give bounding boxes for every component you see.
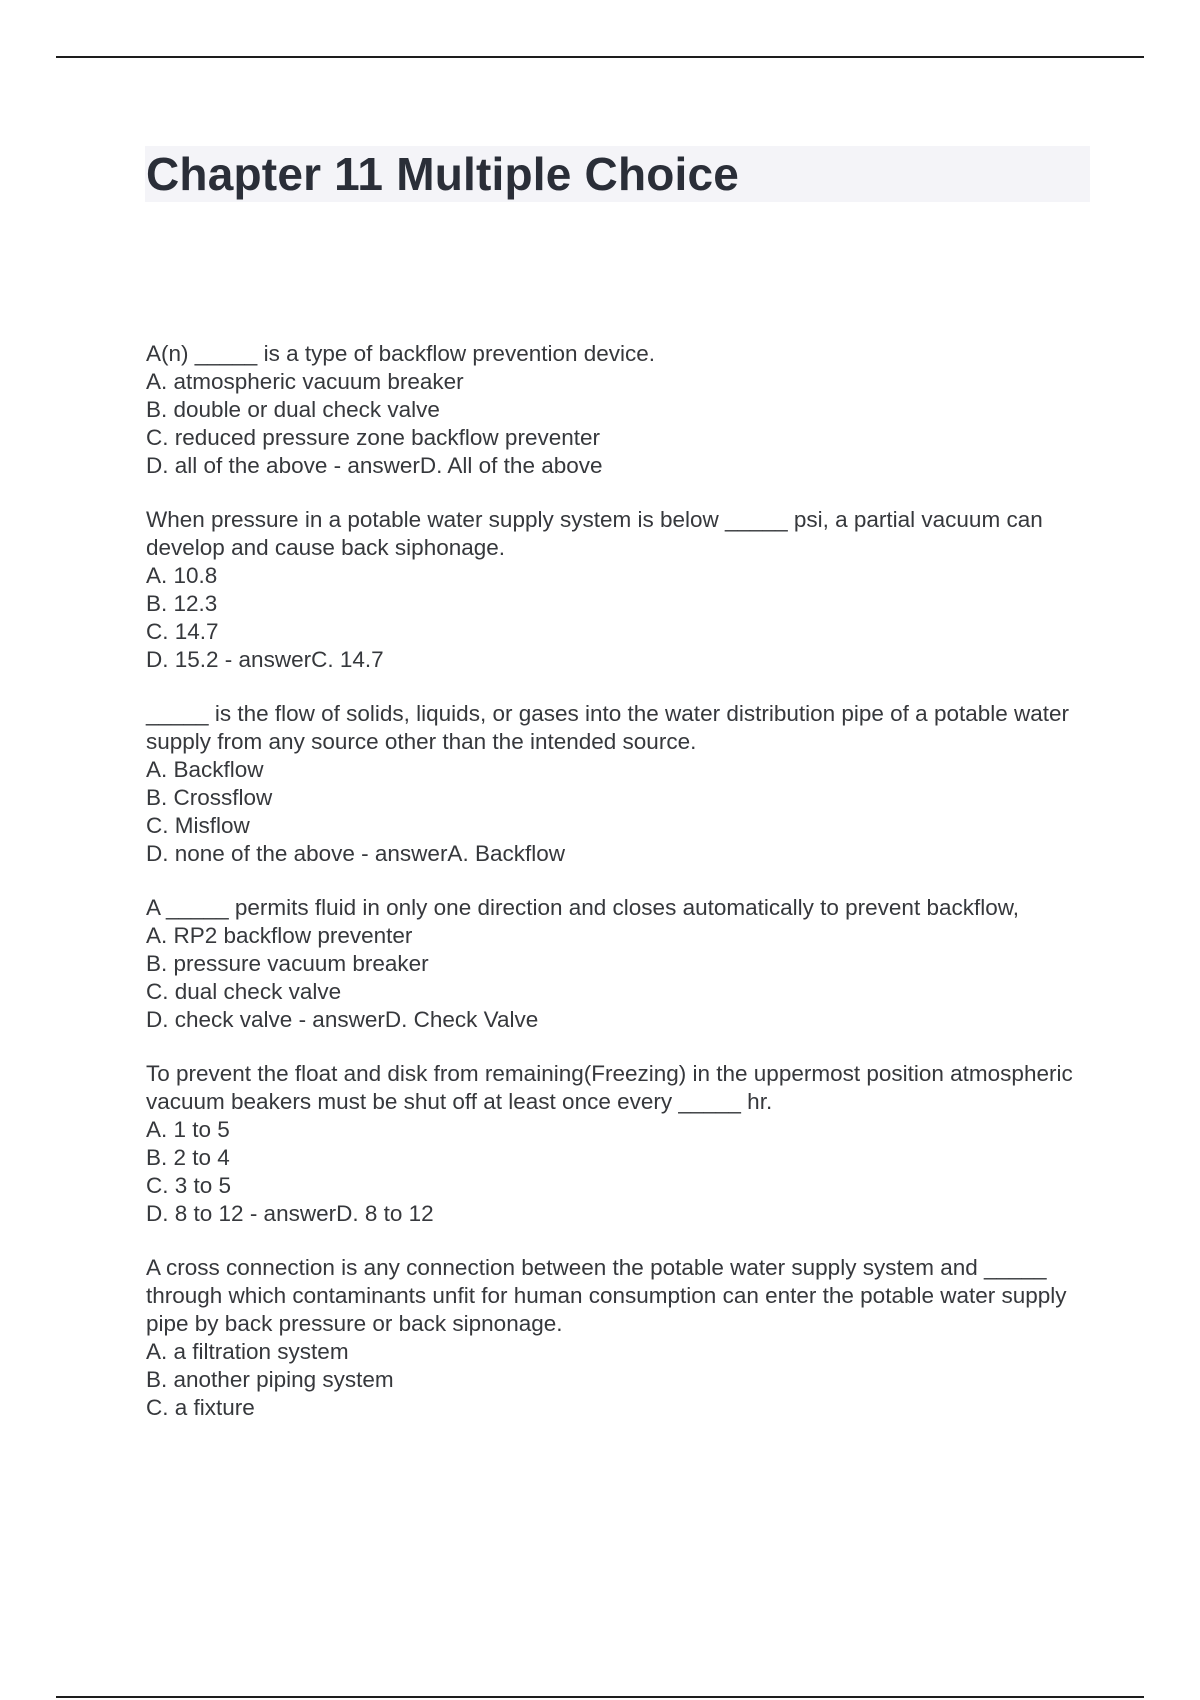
option-d-with-answer (146, 840, 1106, 868)
option-d: D. none of the above (146, 841, 355, 866)
option-c: C. reduced pressure zone backflow preventer (146, 425, 600, 450)
question-text: A cross connection is any connection between the potable water supply system and _____ through which contaminants unfit for human consumption can enter the potable water supply pipe by back pressure or back sipnonage. (146, 1255, 1067, 1336)
question-3 (146, 700, 1106, 868)
question-text: To prevent the float and disk from remaining(Freezing) in the uppermost position atmospheric vacuum beakers must be shut off at least once every _____ hr. (146, 1061, 1073, 1114)
option-b: B. double or dual check valve (146, 397, 440, 422)
option-a: A. 1 to 5 (146, 1117, 230, 1142)
option-c: C. dual check valve (146, 979, 342, 1004)
option-d: D. 15.2 (146, 647, 219, 672)
option-b: B. pressure vacuum breaker (146, 951, 429, 976)
option-a: A. Backflow (146, 757, 264, 782)
question-text: When pressure in a potable water supply system is below _____ psi, a partial vacuum can develop and cause back siphonage. (146, 507, 1043, 560)
option-c: C. a fixture (146, 1395, 255, 1420)
question-list (146, 340, 1106, 1448)
option-c: C. 14.7 (146, 619, 219, 644)
option-d-with-answer (146, 452, 1106, 480)
question-1 (146, 340, 1106, 480)
option-c: C. Misflow (146, 813, 250, 838)
option-b: B. 2 to 4 (146, 1145, 230, 1170)
question-6 (146, 1254, 1106, 1422)
option-a: A. a filtration system (146, 1339, 349, 1364)
option-d-with-answer (146, 1006, 1106, 1034)
question-text: A(n) _____ is a type of backflow prevention device. (146, 341, 656, 366)
option-d: D. 8 to 12 (146, 1201, 244, 1226)
question-text: A _____ permits fluid in only one direction and closes automatically to prevent backflow, (146, 895, 1019, 920)
option-d-with-answer (146, 1200, 1106, 1228)
answer-text: - answerC. 14.7 (218, 647, 384, 672)
option-a: A. atmospheric vacuum breaker (146, 369, 464, 394)
answer-text: - answerD. All of the above (327, 453, 603, 478)
question-4 (146, 894, 1106, 1034)
page-title: Chapter 11 Multiple Choice (146, 148, 740, 200)
answer-text: - answerD. Check Valve (292, 1007, 539, 1032)
question-text: _____ is the flow of solids, liquids, or gases into the water distribution pipe of a potable water supply from any source other than the intended source. (146, 701, 1070, 754)
option-d: D. all of the above (146, 453, 328, 478)
top-rule (56, 56, 1144, 58)
option-a: A. 10.8 (146, 563, 218, 588)
bottom-rule (56, 1696, 1144, 1698)
option-b: B. another piping system (146, 1367, 394, 1392)
option-c: C. 3 to 5 (146, 1173, 232, 1198)
question-5 (146, 1060, 1106, 1228)
option-d: D. check valve (146, 1007, 293, 1032)
answer-text: - answerD. 8 to 12 (243, 1201, 434, 1226)
option-a: A. RP2 backflow preventer (146, 923, 413, 948)
answer-text: - answerA. Backflow (354, 841, 565, 866)
option-d-with-answer (146, 646, 1106, 674)
option-b: B. Crossflow (146, 785, 273, 810)
option-b: B. 12.3 (146, 591, 218, 616)
question-2 (146, 506, 1106, 674)
